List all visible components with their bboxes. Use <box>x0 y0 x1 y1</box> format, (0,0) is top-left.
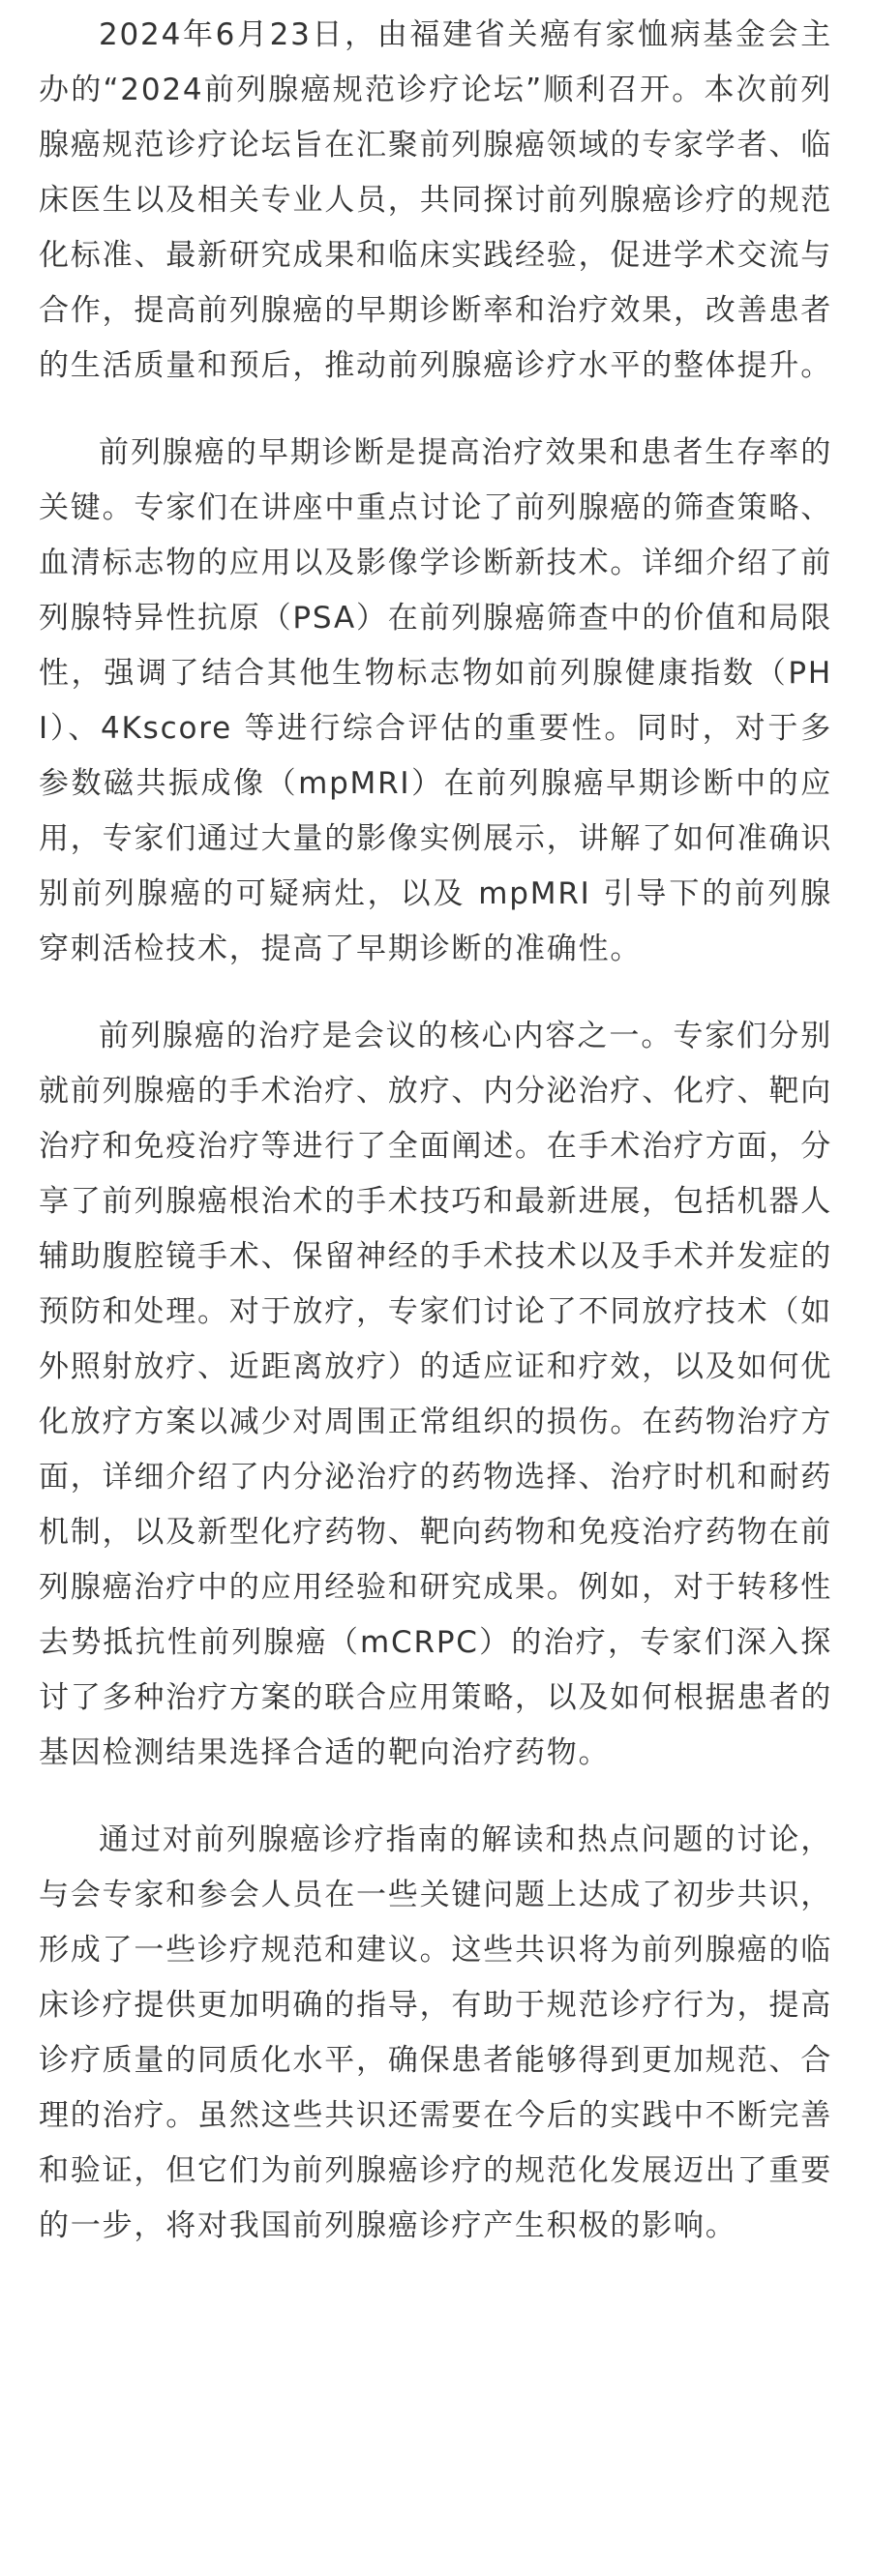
paragraph-consensus: 通过对前列腺癌诊疗指南的解读和热点问题的讨论，与会专家和参会人员在一些关键问题上达成了初步共识，形成了一些诊疗规范和建议。这些共识将为前列腺癌的临床诊疗提供更加明确的指导，有助于规范诊疗行为，提高诊疗质量的同质化水平，确保患者能够得到更加规范、合理的治疗。虽然这些共识还需要在今后的实践中不断完善和验证，但它们为前列腺癌诊疗的规范化发展迈出了重要的一步，将对我国前列腺癌诊疗产生积极的影响。 <box>39 1822 832 2243</box>
paragraph-treatment: 前列腺癌的治疗是会议的核心内容之一。专家们分别就前列腺癌的手术治疗、放疗、内分泌治疗、化疗、靶向治疗和免疫治疗等进行了全面阐述。在手术治疗方面，分享了前列腺癌根治术的手术技巧和最新进展，包括机器人辅助腹腔镜手术、保留神经的手术技术以及手术并发症的预防和处理。对于放疗，专家们讨论了不同放疗技术（如外照射放疗、近距离放疗）的适应证和疗效，以及如何优化放疗方案以减少对周围正常组织的损伤。在药物治疗方面，详细介绍了内分泌治疗的药物选择、治疗时机和耐药机制，以及新型化疗药物、靶向药物和免疫治疗药物在前列腺癌治疗中的应用经验和研究成果。例如，对于转移性去势抵抗性前列腺癌（mCRPC）的治疗，专家们深入探讨了多种治疗方案的联合应用策略，以及如何根据患者的基因检测结果选择合适的靶向治疗药物。 <box>39 1019 832 1770</box>
article-body <box>39 8 832 2286</box>
paragraph-early-diagnosis: 前列腺癌的早期诊断是提高治疗效果和患者生存率的关键。专家们在讲座中重点讨论了前列腺癌的筛查策略、血清标志物的应用以及影像学诊断新技术。详细介绍了前列腺特异性抗原（PSA）在前列腺癌筛查中的价值和局限性，强调了结合其他生物标志物如前列腺健康指数（PHI）、4Kscore 等进行综合评估的重要性。同时，对于多参数磁共振成像（mpMRI）在前列腺癌早期诊断中的应用，专家们通过大量的影像实例展示，讲解了如何准确识别前列腺癌的可疑病灶，以及 mpMRI 引导下的前列腺穿刺活检技术，提高了早期诊断的准确性。 <box>39 435 832 966</box>
paragraph-intro: 2024年6月23日，由福建省关癌有家恤病基金会主办的“2024前列腺癌规范诊疗论坛”顺利召开。本次前列腺癌规范诊疗论坛旨在汇聚前列腺癌领域的专家学者、临床医生以及相关专业人员，共同探讨前列腺癌诊疗的规范化标准、最新研究成果和临床实践经验，促进学术交流与合作，提高前列腺癌的早期诊断率和治疗效果，改善患者的生活质量和预后，推动前列腺癌诊疗水平的整体提升。 <box>39 17 832 383</box>
